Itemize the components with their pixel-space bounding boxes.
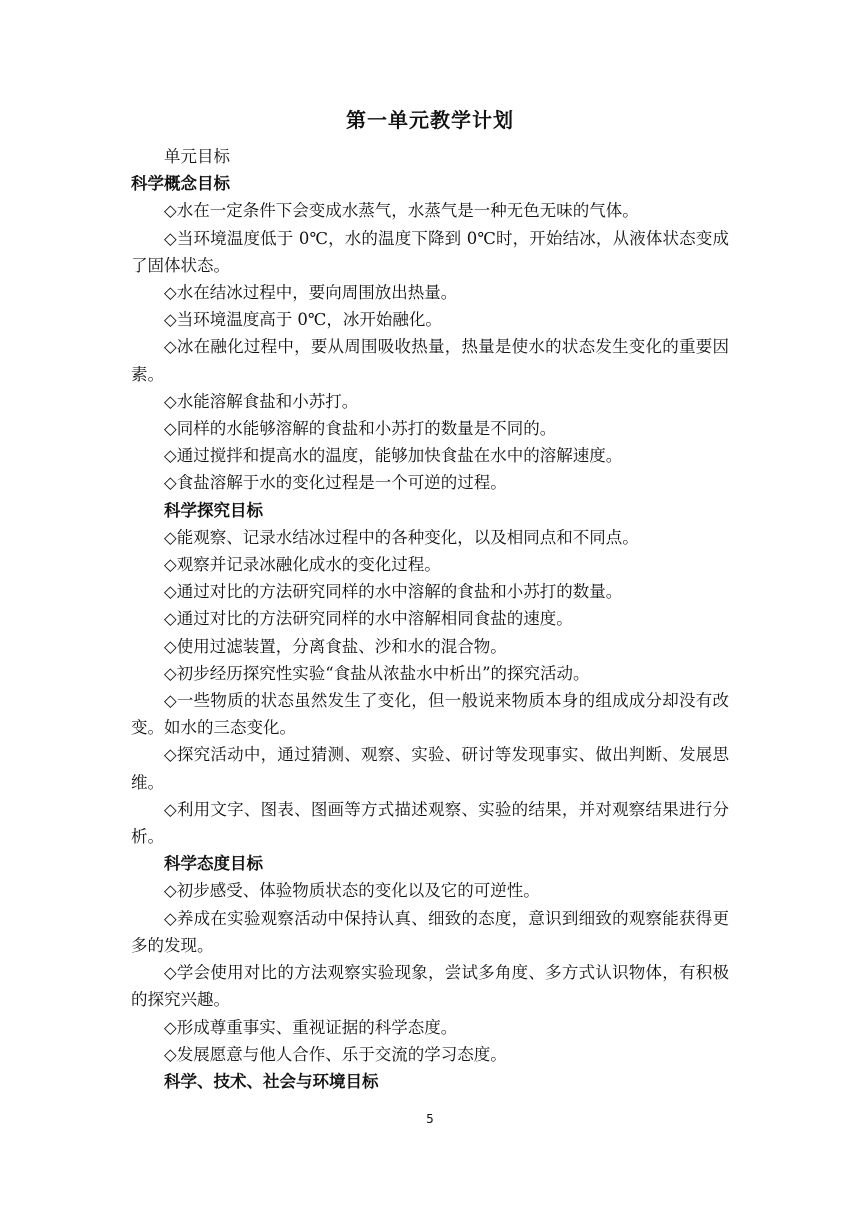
section-heading-inquiry: 科学探究目标 (164, 500, 263, 520)
section-heading-sts: 科学、技术、社会与环境目标 (164, 1071, 379, 1091)
list-item: ◇形成尊重事实、重视证据的科学态度。 (164, 1017, 458, 1037)
list-item: ◇通过对比的方法研究同样的水中溶解相同食盐的速度。 (164, 609, 573, 629)
list-item: ◇使用过滤装置，分离食盐、沙和水的混合物。 (164, 636, 507, 656)
list-item: ◇水在结冰过程中，要向周围放出热量。 (164, 283, 458, 303)
intro-text: 单元目标 (164, 147, 230, 166)
list-item: ◇发展愿意与他人合作、乐于交流的学习态度。 (164, 1044, 507, 1064)
section-heading-concept: 科学概念目标 (131, 174, 230, 194)
section-heading-attitude: 科学态度目标 (164, 854, 263, 874)
list-item: ◇能观察、记录水结冰过程中的各种变化，以及相同点和不同点。 (164, 527, 639, 547)
list-item: ◇通过对比的方法研究同样的水中溶解的食盐和小苏打的数量。 (164, 582, 623, 602)
list-item: ◇冰在融化过程中，要从周围吸收热量，热量是使水的状态发生变化的重要因素。 (131, 337, 729, 384)
list-item: ◇学会使用对比的方法观察实验现象，尝试多角度、多方式认识物体，有积极的探究兴趣。 (131, 963, 729, 1010)
document-body (131, 143, 729, 1095)
list-item: ◇探究活动中，通过猜测、观察、实验、研讨等发现事实、做出判断、发展思维。 (131, 745, 729, 792)
list-item: ◇养成在实验观察活动中保持认真、细致的态度，意识到细致的观察能获得更多的发现。 (131, 908, 729, 955)
list-item: ◇观察并记录冰融化成水的变化过程。 (164, 555, 441, 575)
list-item: ◇同样的水能够溶解的食盐和小苏打的数量是不同的。 (164, 419, 557, 439)
list-item: ◇当环境温度高于 0℃，冰开始融化。 (164, 310, 442, 330)
page-title: 第一单元教学计划 (346, 108, 514, 132)
list-item: ◇初步经历探究性实验“食盐从浓盐水中析出”的探究活动。 (164, 663, 590, 683)
list-item: ◇通过搅拌和提高水的温度，能够加快食盐在水中的溶解速度。 (164, 446, 623, 466)
list-item: ◇利用文字、图表、图画等方式描述观察、实验的结果，并对观察结果进行分析。 (131, 799, 729, 847)
list-item: ◇当环境温度低于 0℃，水的温度下降到 0℃时，开始结冰，从液体状态变成了固体状态。 (131, 228, 729, 275)
list-item: ◇一些物质的状态虽然发生了变化，但一般说来物质本身的组成成分却没有改变。如水的三态变化。 (131, 691, 729, 738)
list-item: ◇初步感受、体验物质状态的变化以及它的可逆性。 (164, 881, 540, 901)
page-number: 5 (426, 1112, 434, 1126)
list-item: ◇食盐溶解于水的变化过程是一个可逆的过程。 (164, 473, 507, 493)
list-item: ◇水在一定条件下会变成水蒸气，水蒸气是一种无色无味的气体。 (164, 201, 639, 221)
list-item: ◇水能溶解食盐和小苏打。 (164, 391, 359, 411)
